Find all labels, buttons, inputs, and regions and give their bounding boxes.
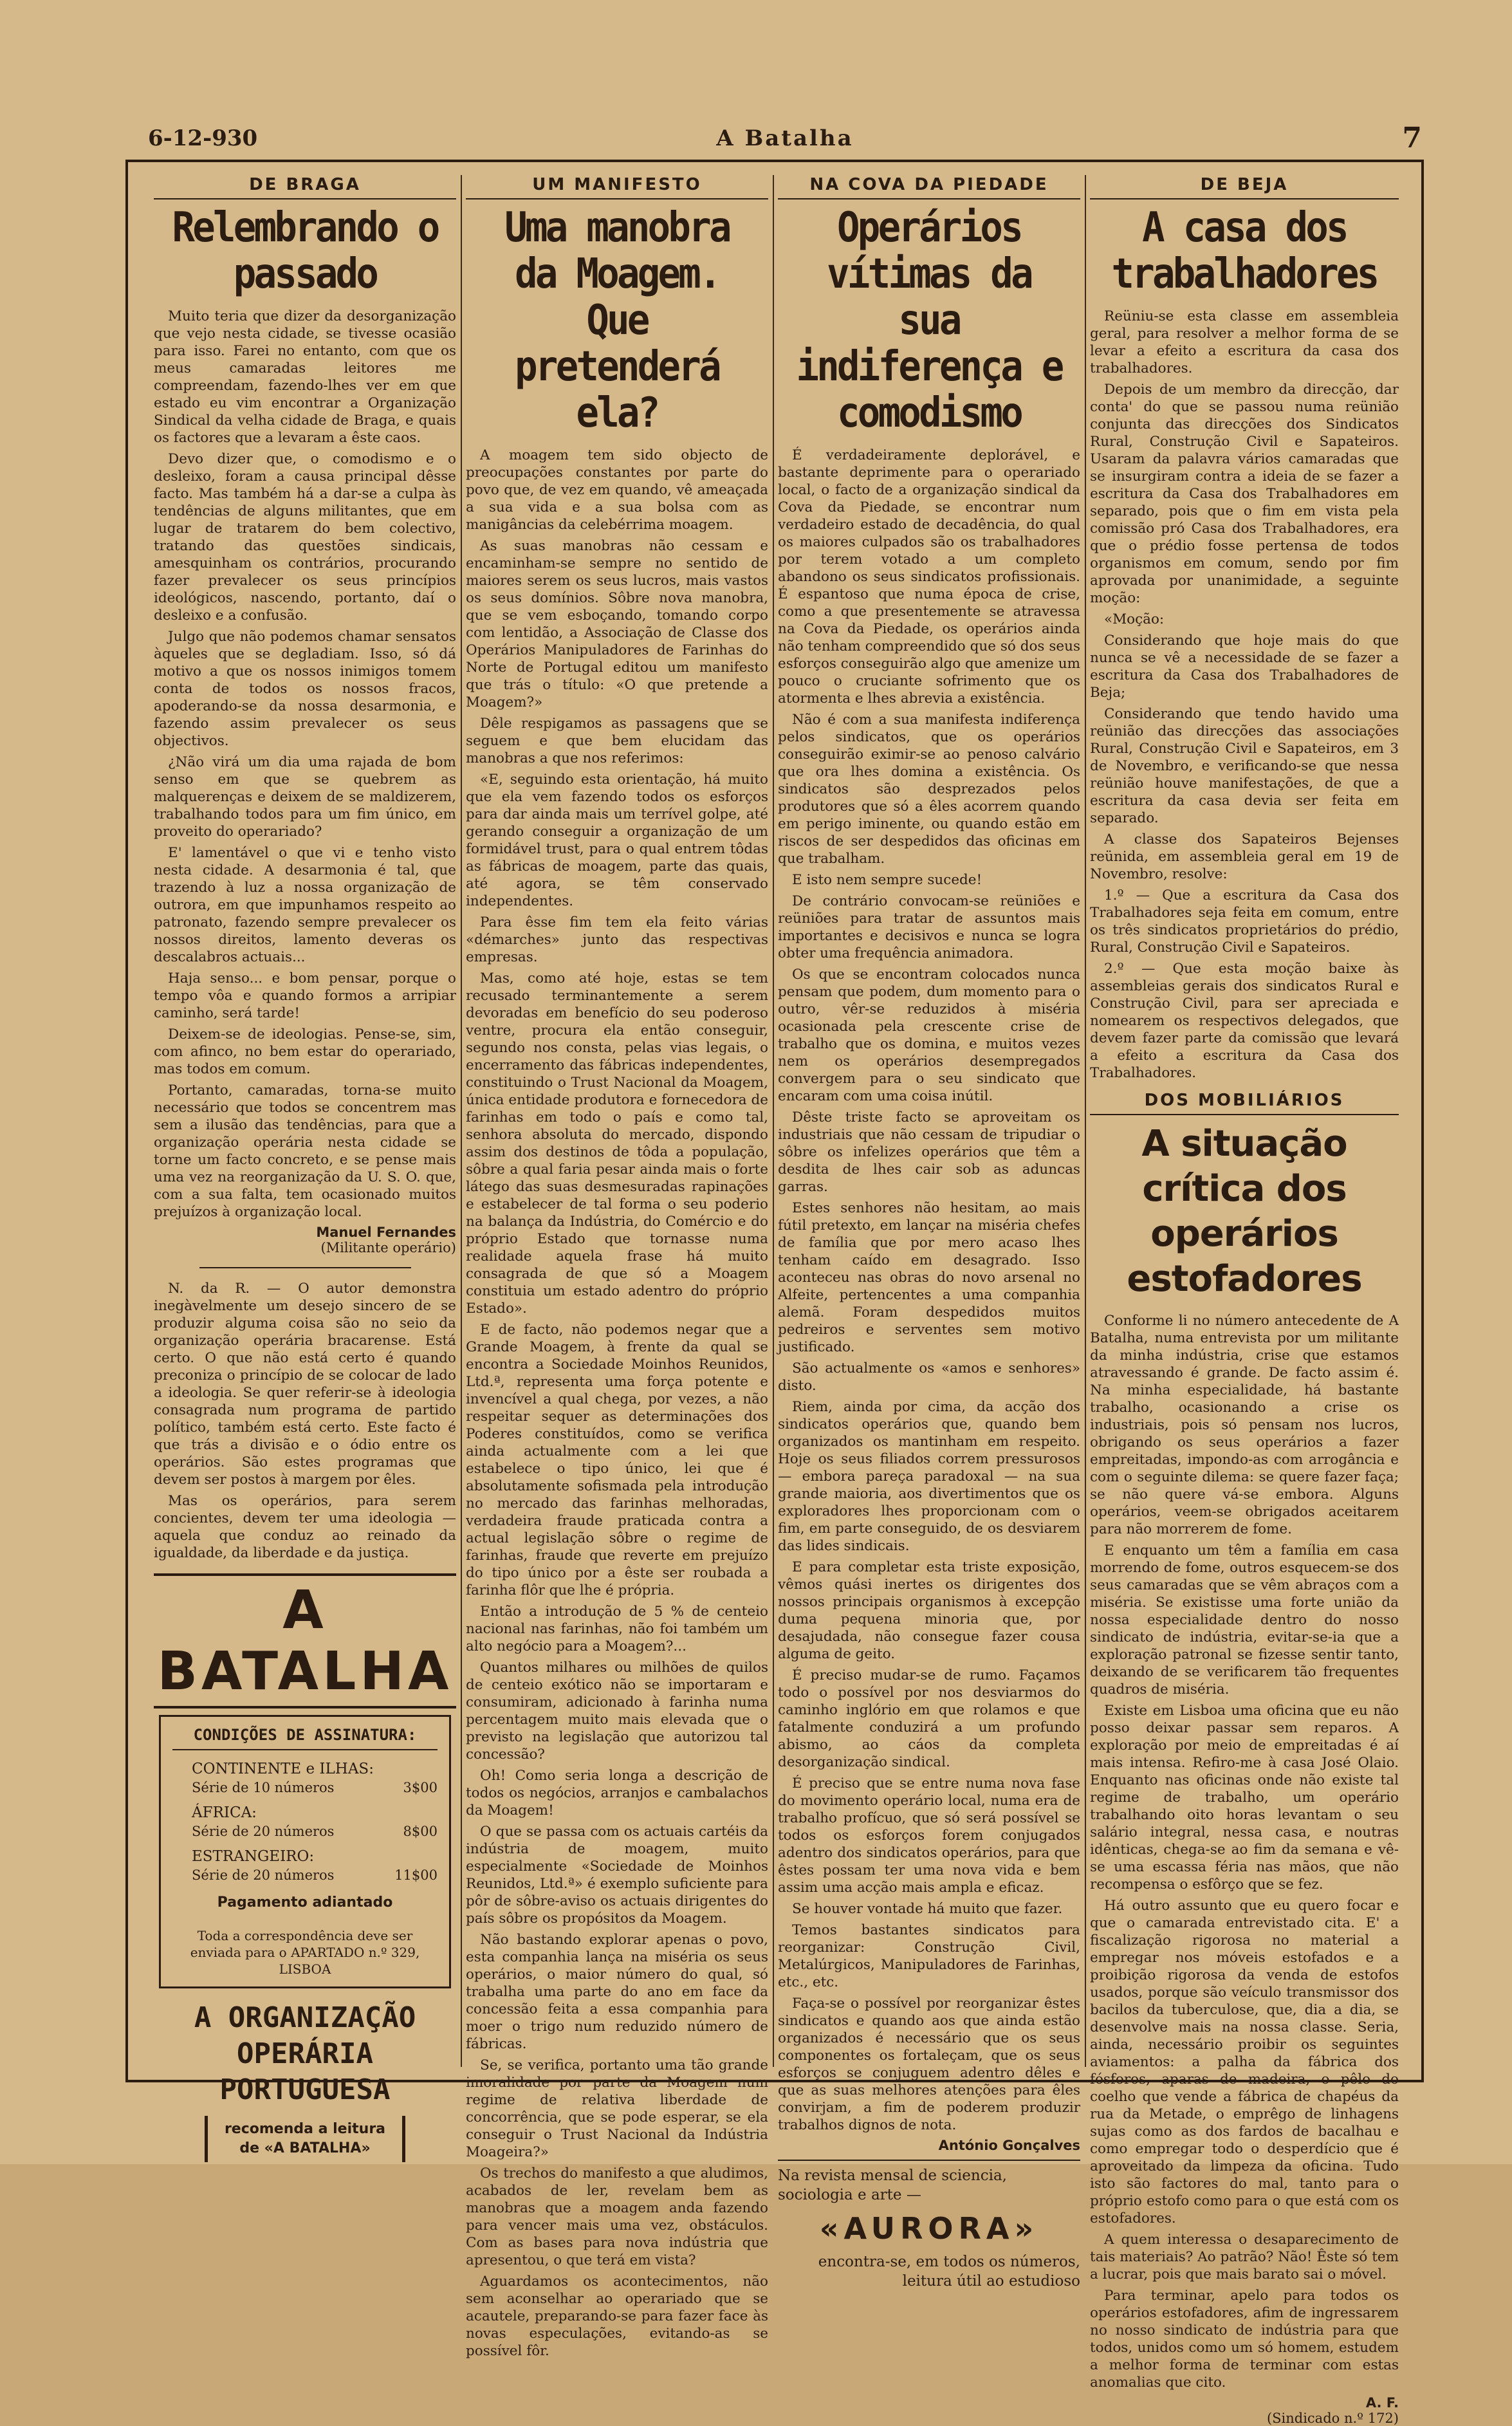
- article-author: A. F.: [1365, 2395, 1399, 2411]
- article-headline: Operários vítimas da sua indiferença e comodismo: [796, 204, 1062, 437]
- paragraph: São actualmente os «amos e senhores» disto.: [778, 1360, 1080, 1394]
- paragraph: A moagem tem sido objecto de preocupações constantes por parte do povo que, de vez em quando, vê ameaçada a sua vida e a sua bolsa com as manigâncias da celebérrima moagem.: [466, 447, 768, 533]
- paragraph: Não é com a sua manifesta indiferença pelos sindicatos, que os operários conseguirão eximir-se ao penoso calvário que ora lhes domina a existência. Os sindicatos são desprezados pelos produtores que só a êles acorrem quando em perigo iminente, ou quando estão em riscos de ser despedidos das oficinas em que trabalham.: [778, 712, 1080, 867]
- paragraph: Considerando que tendo havido uma reünião das direcções das associações Rural, Construção Civil e Sapateiros, em 3 de Novembro, e verificando-se que nessa reünião houve manifestações, de que a escritura da casa devia ser feita em separado.: [1090, 706, 1399, 826]
- paragraph: «Moção:: [1104, 611, 1165, 627]
- page-number: 7: [1402, 122, 1422, 154]
- editor-note: Mas os operários, para serem concientes, devem ter uma ideologia — aquela que conduz ao reinado da igualdade, da liberdade e da justiça.: [154, 1493, 456, 1561]
- price-value: 11$00: [394, 1867, 438, 1883]
- paragraph: Mas, como até hoje, estas se tem recusado terminantemente a serem devoradas em benefício do seu poderoso ventre, procura ela então conseguir, segundo nos consta, pelas vias legais, o encerramento das fábricas independentes, constituindo o Trust Nacional da Moagem, única entidade produtora e fornecedora de farinhas em todo o país e como tal, senhora absoluta do mercado, dispondo assim dos destinos de tôda a população, sôbre a qual faria pesar ainda mais o forte látego das suas desmesuradas rapinações e estabelecer de tal forma o seu poderio na balança da Indústria, do Comércio e do próprio Estado que tornasse numa realidade aquela frase há muito consagrada de que só a Moagem constituia um estado adentro do próprio Estado».: [466, 970, 768, 1317]
- price-label: Série de 20 números: [192, 1824, 335, 1839]
- section-kicker: DOS MOBILIÁRIOS: [1090, 1091, 1399, 1115]
- region-name: ESTRANGEIRO:: [192, 1848, 315, 1865]
- paragraph: Os trechos do manifesto a que aludimos, acabados de ler, revelam bem as manobras que a moagem anda fazendo para vencer mais uma vez, obstáculos. Com as bases para nova indústria que apresentou, o que terá em vista?: [466, 2165, 768, 2268]
- column-cova-piedade: [778, 175, 1080, 2290]
- column-rule: [773, 175, 774, 2067]
- paragraph: A quem interessa o desaparecimento de tais materiais? Ao patrão? Não! Êste só tem a lucrar, pois que mais barato sai o móvel.: [1090, 2232, 1399, 2282]
- paragraph: Dêle respigamos as passagens que se seguem e que bem elucidam das manobras a que nos referimos:: [466, 716, 768, 766]
- paragraph: E para completar esta triste exposição, vêmos quási inertes os dirigentes dos nossos principais organismos à excepção duma pequena minoria que, por desajudada, não consegue fazer cousa alguma de geito.: [778, 1559, 1080, 1662]
- subscription-title: CONDIÇÕES DE ASSINATURA:: [172, 1726, 438, 1750]
- region-name: CONTINENTE e ILHAS:: [192, 1761, 374, 1777]
- organization-title: A ORGANIZAÇÃO OPERÁRIA PORTUGUESA: [194, 2001, 416, 2106]
- paragraph: E' lamentável o que vi e tenho visto nesta cidade. A desarmonia é tal, que trazendo à luz a nossa organização de outrora, em que impunhamos respeito ao patronato, fazendo sempre prevalecer os nossos direitos, lamento deveras os descalabros actuais...: [154, 845, 456, 965]
- price-value: 8$00: [403, 1824, 438, 1839]
- paragraph: 2.º — Que esta moção baixe às assembleias gerais dos sindicatos Rural e Construção Civil, para ser apreciada e nomearem os respectivos delegados, que devem fazer parte da comissão que levará a efeito a escritura da Casa dos Trabalhadores.: [1090, 961, 1399, 1081]
- paragraph: É verdadeiramente deplorável, e bastante deprimente para o operariado local, o facto de a organização sindical da Cova da Piedade, se encontrar num verdadeiro estado de decadência, do qual os maiores culpados são os trabalhadores por terem votado a um completo abandono os seus sindicatos profissionais. É espantoso que numa época de crise, como a que presentemente se atravessa na Cova da Piedade, os operários ainda não tenham compreendido que só dos seus esforços conseguirão algo que amenize um pouco o cruciante sofrimento que os atormenta e lhes abrevia a existência.: [778, 447, 1080, 707]
- paragraph: Se houver vontade há muito que fazer.: [792, 1901, 1063, 1917]
- paragraph: Deixem-se de ideologias. Pense-se, sim, com afinco, no bem estar do operariado, mas todos em comum.: [154, 1026, 456, 1077]
- column-rule: [461, 175, 462, 2067]
- aurora-ad-text: encontra-se, em todos os números, leitura útil ao estudioso: [818, 2254, 1080, 2290]
- paragraph: Faça-se o possível por reorganizar êstes sindicatos e quando aos que ainda estão organizados é necessário que os seus componentes os fortaleçam, que os seus esforços se conjuguem adentro dêles e que as suas melhores atenções para êles convirjam, a fim de poderem produzir trabalhos dignos de nota.: [778, 1995, 1080, 2133]
- paragraph: E isto nem sempre sucede!: [792, 872, 982, 888]
- column-rule: [1085, 175, 1086, 2067]
- price-row: [192, 1824, 438, 1839]
- section-kicker: DE BRAGA: [154, 175, 456, 199]
- newspaper-logo: A BATALHA: [154, 1573, 456, 1708]
- column-braga: [154, 175, 456, 2156]
- article-headline: A casa dos trabalhadores: [1111, 204, 1378, 298]
- paragraph: Dêste triste facto se aproveitam os industriais que não cessam de tripudiar o sôbre os infelizes operários que têm a desdita de lhes cair sob as aduncas garras.: [778, 1109, 1080, 1195]
- paragraph: É preciso mudar-se de rumo. Façamos todo o possível por nos desviarmos do caminho inglório em que rolamos e que fatalmente conduzirá a um profundo abismo, ao cáos da completa desorganização sindical.: [778, 1667, 1080, 1770]
- price-value: 3$00: [403, 1780, 438, 1795]
- page-header: [148, 122, 1422, 154]
- paragraph: Julgo que não podemos chamar sensatos àqueles que se degladiam. Isso, só dá motivo a que os nossos inimigos tomem conta de todos os nossos fracos, apoderando-se da nossa desarmonia, e fazendo assim prevalecer os seus objectivos.: [154, 629, 456, 749]
- article-headline: A situação crítica dos operários estofadores: [1127, 1123, 1362, 1300]
- paragraph: Temos bastantes sindicatos para reorganizar: Construção Civil, Metalúrgicos, Manipuladores de Farinhas, etc., etc.: [778, 1922, 1080, 1990]
- price-row: [192, 1867, 438, 1883]
- paragraph: Para êsse fim tem ela feito várias «démarches» junto das respectivas empresas.: [466, 914, 768, 965]
- paragraph: A classe dos Sapateiros Bejenses reünida, em assembleia geral em 19 de Novembro, resolve:: [1090, 831, 1399, 882]
- paragraph: Portanto, camaradas, torna-se muito necessário que todos se concentrem mas sem a ilusão das tendências, para que a organização operária nesta cidade se torne um facto concreto, e se pense mais uma vez na reorganização da U. S. O. que, com a sua falta, tem ocasionado muitos prejuízos à organização local.: [154, 1082, 456, 1220]
- paragraph: Conforme li no número antecedente de A Batalha, numa entrevista por um militante da minha indústria, crise que estamos atravessando é grande. De facto assim é. Na minha especialidade, há bastante trabalho, ocasionando a crise os industriais, pois só pensam nos lucros, obrigando os seus operários a fazer empreitadas, impondo-as com arrogância e com o seguinte dilema: se quere fazer faça; se não quere vá-se embora. Alguns operários, veem-se obrigados aceitarem para não morrerem de fome.: [1090, 1313, 1399, 1537]
- author-note: (Militante operário): [320, 1240, 456, 1255]
- article-body: [154, 308, 456, 1221]
- price-label: Série de 10 números: [192, 1780, 335, 1795]
- organization-recommendation: recomenda a leitura de «A BATALHA»: [205, 2116, 405, 2162]
- separator: [199, 1267, 411, 1268]
- paragraph: E enquanto um têm a família em casa morrendo de fome, outros esquecem-se dos seus camaradas que se vêm abraços com a miséria. Se existisse uma forte união da nossa especialidade dentro do nosso sindicato de indústria, evitar-se-ia que a exploração patronal se fizesse sentir tanto, deixando de se verificarem tão frequentes quadros de miséria.: [1090, 1542, 1399, 1698]
- article-headline: Uma manobra da Moagem. Que pretenderá ela?: [504, 204, 730, 437]
- paragraph: Reüniu-se esta classe em assembleia geral, para resolver a melhor forma de se levar a efeito a escritura da casa dos trabalhadores.: [1090, 308, 1399, 376]
- price-row: [192, 1780, 438, 1795]
- paragraph: «E, seguindo esta orientação, há muito que ela vem fazendo todos os esforços para dar ainda mais um terrível golpe, até gerando conseguir a organização de um formidável trust, para o qual entrem tôdas as fábricas de moagem, parte das quais, até agora, se têm conservado independentes.: [466, 772, 768, 909]
- paragraph: Quantos milhares ou milhões de quilos de centeio exótico não se importaram e consumiram, adicionado à farinha numa percentagem muito mais elevada que o previsto na legislação que autorizou tal concessão?: [466, 1660, 768, 1763]
- section-kicker: DE BEJA: [1090, 175, 1399, 199]
- paragraph: E de facto, não podemos negar que a Grande Moagem, à frente da qual se encontra a Sociedade Moinhos Reunidos, Ltd.ª, representa uma força potente e invencível a qual chega, por vezes, a não respeitar sequer as determinações dos Poderes constituídos, como se verifica ainda actualmente com a lei que estabelece o tipo único, lei que é absolutamente sofismada pela introdução no mercado das farinhas melhoradas, verdadeira fraude praticada contra a actual legislação sôbre o regime de farinhas, fraude que reverte em prejuízo do tipo único por a êste ser roubada a farinha flôr que lhe é própria.: [466, 1322, 768, 1598]
- aurora-ad-title: «AURORA»: [819, 2211, 1039, 2246]
- article-body: [778, 447, 1080, 2134]
- article-author: Manuel Fernandes: [316, 1225, 456, 1240]
- section-kicker: UM MANIFESTO: [466, 175, 768, 199]
- paragraph: 1.º — Que a escritura da Casa dos Trabalhadores seja feita em comum, entre os três sindicatos proprietários do prédio, Rural, Construção Civil e Sapateiros.: [1090, 887, 1399, 956]
- paragraph: Os que se encontram colocados nunca pensam que podem, dum momento para o outro, vêr-se reduzidos à miséria ocasionada pela crescente crise de trabalho que os domina, e muitos vezes nem os operários desempregados convergem para o seu sindicato que encaram com uma coisa inútil.: [778, 967, 1080, 1104]
- paragraph: Oh! Como seria longa a descrição de todos os negócios, arranjos e cambalachos da Moagem!: [466, 1768, 768, 1819]
- paragraph: Existe em Lisboa uma oficina que eu não posso deixar passar sem reparos. A exploração por meio de empreitadas é aí mais intensa. Refiro-me à casa José Olaio. Enquanto nas oficinas onde não existe tal regime de trabalho, um operário trabalhando oito horas levantam o seu salário integral, nessa casa, e noutras idênticas, chega-se ao fim da semana e vê-se uma escassa féria nas mãos, que não recompensa o esfôrço que se fez.: [1090, 1703, 1399, 1893]
- payment-terms: Pagamento adiantado: [217, 1894, 393, 1911]
- author-note: (Sindicado n.º 172): [1266, 2411, 1399, 2426]
- article-headline: Relembrando o passado: [172, 204, 438, 298]
- article-body: [466, 447, 768, 2360]
- paragraph: Há outro assunto que eu quero focar e que o camarada entrevistado cita. E' a fiscalização rigorosa no material a empregar nos móveis estofados e a proibição rigorosa da venda de estofos usados, porque são veículo transmissor dos bacilos da tuberculose, que, dia a dia, se desenvolve mais na nossa classe. Seria, ainda, necessário proibir os seguintes aviamentos: a palha da fábrica dos fósforos, aparas de madeira, o pêlo do coelho que vende a fábrica de chapéus da rua da Metade, o emprêgo de linhagens sujas como as dos fardos de bacalhau e como empregar todo o desperdício que é aproveitado da limpeza da oficina. Tudo isto são factores do mal, tanto para o próprio estofo como para o que está com os estofadores.: [1090, 1898, 1399, 2227]
- paragraph: ¿Não virá um dia uma rajada de bom senso em que se quebrem as malquerenças e deixem de se maldizerem, trabalhando todos para um fim único, em proveito do operariado?: [154, 754, 456, 840]
- paragraph: Estes senhores não hesitam, ao mais fútil pretexto, em lançar na miséria chefes de família que por mero acaso lhes tenham caído em desagrado. Isso aconteceu nas obras do novo arsenal no Alfeite, pertencentes a uma companhia alemã. Foram despedidos muitos pedreiros e serventes sem motivo justificado.: [778, 1200, 1080, 1355]
- editor-note: N. da R. — O autor demonstra inegàvelmente um desejo sincero de se produzir alguma coisa são no seio da organização operária bracarense. Está certo. O que não está certo é quando preconiza o princípio de se colocar de lado a ideologia. Se quer referir-se à ideologia consagrada num programa de partido político, também está certo. Este facto é que trás a divisão e o ódio entre os operários. São estes programas que devem ser postos à margem por êles.: [154, 1281, 456, 1488]
- paragraph: De contrário convocam-se reüniões e reüniões para tratar de assuntos mais importantes e decisivos e nunca se logra obter uma frequência animadora.: [778, 893, 1080, 961]
- paragraph: As suas manobras não cessam e encaminham-se sempre no sentido de maiores serem os seus lucros, mais vastos os seus domínios. Sôbre nova manobra, que se vem esboçando, tomando corpo com lentidão, a Associação de Classe dos Operários Manipuladores de Farinhas do Norte de Portugal editou um manifesto que trás o título: «O que pretende a Moagem?»: [466, 538, 768, 710]
- article-body: [1090, 308, 1399, 1082]
- paragraph: Muito teria que dizer da desorganização que vejo nesta cidade, se tivesse ocasião para isso. Farei no entanto, com que os meus camaradas leitores me compreendam, fazendo-lhes ver em que estado eu vim encontrar a Organização Sindical da velha cidade de Braga, e quais os factores que a levaram a êste caos.: [154, 308, 456, 446]
- column-manifesto: [466, 175, 768, 2359]
- paragraph: Se, se verifica, portanto uma tão grande imoralidade por parte da Moagem num regime de relativa liberdade de concorrência, que se pode esperar, se ela conseguir o Trust Nacional da Indústria Moageira?»: [466, 2057, 768, 2160]
- paragraph: Não bastando explorar apenas o povo, esta companhia lança na miséria os seus operários, o maior número do qual, só trabalha uma parte do ano em face da concessão feita a essa companhia para moer o trigo num reduzido número de fábricas.: [466, 1932, 768, 2052]
- price-label: Série de 20 números: [192, 1867, 335, 1883]
- correspondence-address: Toda a correspondência deve ser enviada para o APARTADO n.º 329, LISBOA: [190, 1928, 420, 1977]
- paragraph: Para terminar, apelo para todos os operários estofadores, afim de ingressarem no nosso sindicato de indústria para que todos, unidos como um só homem, estudem a melhor forma de terminar com estas anomalias que cito.: [1090, 2288, 1399, 2391]
- article-body: [1090, 1312, 1399, 2391]
- paragraph: É preciso que se entre numa nova fase do movimento operário local, numa era de trabalho profícuo, que só será possível se todos os esforços forem conjugados adentro dos sindicatos operários, para que êstes possam ter uma nova vida e bem assim uma acção mais ampla e eficaz.: [778, 1775, 1080, 1896]
- paragraph: Então a introdução de 5 % de centeio nacional nas farinhas, não foi também um alto negócio para a Moagem?...: [466, 1604, 768, 1654]
- column-beja: [1090, 175, 1399, 2426]
- masthead: A Batalha: [716, 125, 854, 151]
- paragraph: Riem, ainda por cima, da acção dos sindicatos operários que, quando bem organizados os mantinham em respeito. Hoje os seus filiados correm pressurosos — embora pareça paradoxal — na sua grande maioria, aos divertimentos que os exploradores lhes proporcionam com o fim, em parte conseguido, de os desviarem das lides sindicais.: [778, 1399, 1080, 1554]
- paragraph: Depois de um membro da direcção, dar conta' do que se passou numa reünião conjunta das direcções dos Sindicatos Rural, Construção Civil e Sapateiros. Usaram da palavra vários camaradas que se insurgiram contra a ideia de se fazer a escritura da Casa dos Trabalhadores em separado, pois que o fim em vista pela comissão pró Casa dos Trabalhadores, era que o prédio fosse pertensa de todos organismos em comum, sendo por fim aprovada por unanimidade, a seguinte moção:: [1090, 382, 1399, 606]
- paragraph: Devo dizer que, o comodismo e o desleixo, foram a causa principal dêsse facto. Mas também há a dar-se a culpa às tendências de alguns militantes, que em lugar de tratarem do bem colectivo, tratando das questões sindicais, amesquinham os contrários, procurando fazer prevalecer os seus princípios ideológicos, nascendo, portanto, daí o desleixo e a confusão.: [154, 451, 456, 624]
- region-name: ÁFRICA:: [192, 1804, 257, 1821]
- content-frame: [125, 160, 1424, 2426]
- paragraph: Aguardamos os acontecimentos, não sem aconselhar ao operariado que se acautele, preparando-se para fazer face às novas especulações, evitando-as se possível fôr.: [466, 2273, 768, 2359]
- paragraph: Haja senso... e bom pensar, porque o tempo vôa e quando formos a arripiar caminho, será tarde!: [154, 970, 456, 1021]
- article-author: António Gonçalves: [938, 2138, 1080, 2153]
- section-kicker: NA COVA DA PIEDADE: [778, 175, 1080, 199]
- paragraph: Considerando que hoje mais do que nunca se vê a necessidade de se fazer a escritura da Casa dos Trabalhadores de Beja;: [1090, 633, 1399, 701]
- paragraph: O que se passa com os actuais cartéis da indústria de moagem, muito especialmente «Sociedade de Moinhos Reunidos, Ltd.ª» é exemplo suficiente para pôr de sôbre-aviso os actuais dirigentes do país sôbre os propósitos da Moagem.: [466, 1824, 768, 1927]
- subscription-box: [159, 1715, 451, 1988]
- issue-date: 6-12-930: [148, 125, 258, 151]
- aurora-ad-intro: Na revista mensal de sciencia, sociologia e arte —: [778, 2160, 1080, 2205]
